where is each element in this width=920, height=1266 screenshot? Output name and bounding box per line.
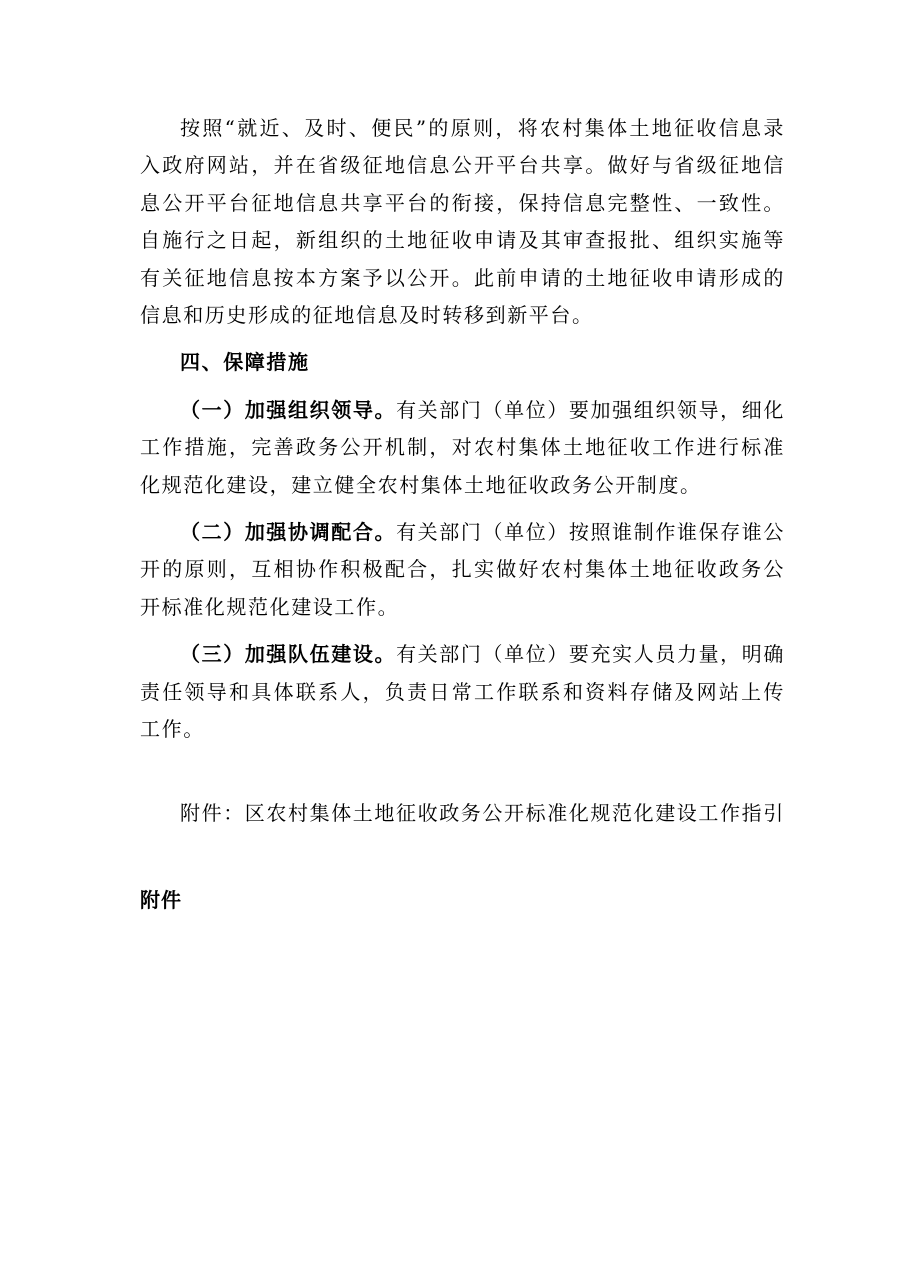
attachment-note: 附件：区农村集体土地征收政务公开标准化规范化建设工作指引 [180, 800, 785, 825]
attachment-title: 附件 [140, 887, 182, 912]
measure-text: 有关部门（单位）按照谁制作谁保存谁公开的原则，互相协作积极配合，扎实做好农村集体土地征收政务公开标准化规范化建设工作。 [140, 520, 785, 619]
body-paragraph: 按照“就近、及时、便民”的原则，将农村集体土地征收信息录入政府网站，并在省级征地信息公开平台共享。做好与省级征地信息公开平台征地信息共享平台的衔接，保持信息完整性、一致性。自施行之日起，新组织的土地征收申请及其审查报批、组织实施等有关征地信息按本方案予以公开。此前申请的土地征收申请形成的信息和历史形成的征地信息及时转移到新平台。 [140, 116, 785, 328]
measure-lead: （三）加强队伍建设。 [180, 642, 397, 667]
measure-text: 有关部门（单位）要加强组织领导，细化工作措施，完善政务公开机制，对农村集体土地征收工作进行标准化规范化建设，建立健全农村集体土地征收政务公开制度。 [140, 397, 785, 497]
measure-lead: （二）加强协调配合。 [180, 520, 397, 545]
measure-paragraph-2 [140, 514, 785, 626]
section-heading: 四、保障措施 [180, 350, 310, 375]
document-body [140, 110, 785, 919]
measure-paragraph-3 [140, 636, 785, 748]
measure-paragraph-1 [140, 392, 785, 504]
measure-lead: （一）加强组织领导。 [180, 397, 397, 422]
measure-text: 有关部门（单位）要充实人员力量，明确责任领导和具体联系人，负责日常工作联系和资料存储及网站上传工作。 [140, 642, 785, 742]
